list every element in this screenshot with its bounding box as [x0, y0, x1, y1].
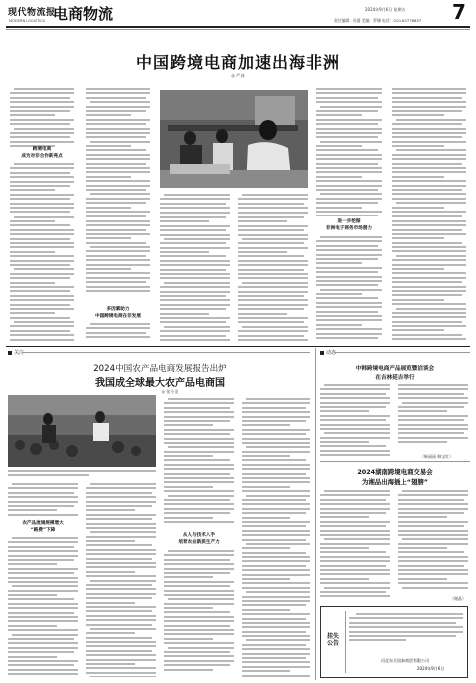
- focus-col4-text: [242, 398, 310, 677]
- lead-col1-text-b: [10, 163, 74, 341]
- focus-byline: ◎ 张小龙: [161, 389, 179, 394]
- lead-col4-text: [238, 194, 308, 341]
- news-item2-title-1: 2024湖南跨境电商交易会: [357, 468, 433, 476]
- notice-text: [349, 613, 463, 653]
- focus-tag-rule: [22, 352, 310, 353]
- news-item2-col2: [398, 490, 468, 594]
- lead-col2-text-b: [86, 323, 150, 341]
- paper-sub: MODERN LOGISTICS: [9, 19, 46, 23]
- news-divider: [320, 461, 470, 462]
- lead-col6-text: [392, 88, 466, 341]
- lead-col5-text-a: [316, 88, 382, 216]
- focus-col1-text-b: [8, 537, 78, 677]
- focus-subhead-1: 农产品流通规模增大 “路费”下降: [22, 521, 64, 533]
- news-item1-title-1: 中韩跨境电商产品展览暨洽谈会: [355, 366, 435, 372]
- section-title: 电商物流: [53, 5, 114, 23]
- issue-date: 2024年9月6日 星期五: [365, 7, 406, 12]
- lead-col1-text-a: [10, 88, 74, 150]
- section-divider: [6, 346, 470, 347]
- lead-photo: [160, 90, 308, 188]
- news-item1-col2: [398, 384, 468, 446]
- lead-subhead-3: 进一步挖掘 非洲电子商务市场潜力: [326, 219, 372, 231]
- news-item2-credit: （谢晶）: [450, 596, 466, 601]
- notice-date: 2024年9月6日: [417, 666, 445, 671]
- lead-col2-text-a: [86, 88, 150, 293]
- news-item1-col1: [320, 384, 390, 460]
- news-item1-title-2: 在吉林延吉举行: [375, 375, 415, 381]
- focus-col2-text: [86, 483, 156, 677]
- notice-box: [320, 606, 468, 678]
- focus-tag: [8, 349, 24, 356]
- focus-col3-text-b: [164, 550, 234, 677]
- page-number: 7: [452, 0, 466, 24]
- lead-col3-text: [160, 194, 230, 341]
- news-tag-label: 动态: [326, 350, 337, 356]
- lead-byline: ◎ 严冰: [231, 73, 245, 78]
- square-bullet-icon: [320, 351, 324, 355]
- news-tag-rule: [334, 352, 470, 353]
- notice-label: 挂失公告: [326, 633, 339, 647]
- news-item2-title-2: 为湘品出海插上“翅膀”: [362, 478, 428, 486]
- masthead-rule: [6, 26, 470, 28]
- news-item2-col1: [320, 490, 390, 602]
- notice-label-divider: [345, 611, 346, 673]
- focus-headline-2: 我国成全球最大农产品电商国: [95, 378, 225, 389]
- focus-photo: [8, 395, 156, 467]
- notice-org: 河北东方国泰商贸有限公司: [381, 658, 429, 663]
- focus-col3-text-a: [164, 398, 234, 530]
- square-bullet-icon: [8, 351, 12, 355]
- focus-col1-text-a: [8, 483, 78, 519]
- focus-headline-1: 2024中国农产品电商发展报告出炉: [93, 364, 227, 374]
- lead-subhead-1: 跨境电商 成为对非合作新亮点: [21, 147, 63, 159]
- lead-subhead-2: 多因素助力 中国跨境电商在非发展: [95, 307, 141, 319]
- column-divider-vertical: [315, 348, 316, 680]
- lead-headline: 中国跨境电商加速出海非洲: [135, 53, 340, 72]
- news-tag: [320, 349, 336, 356]
- focus-tag-label: 关注: [14, 350, 25, 356]
- paper-name: 现代物流报: [8, 8, 56, 18]
- masthead-rule-thin: [6, 29, 470, 30]
- issue-editor: 责任编辑：孙蔷 美编：罗珊 电话：010-63776857: [334, 18, 422, 23]
- focus-photo-caption: [8, 470, 156, 479]
- focus-subhead-2: 从人与技术入手 培育农业新质生产力: [178, 533, 220, 545]
- lead-col5-text-b: [316, 236, 382, 341]
- news-item1-credit: （靳丽丽 韩宝红）: [420, 454, 454, 459]
